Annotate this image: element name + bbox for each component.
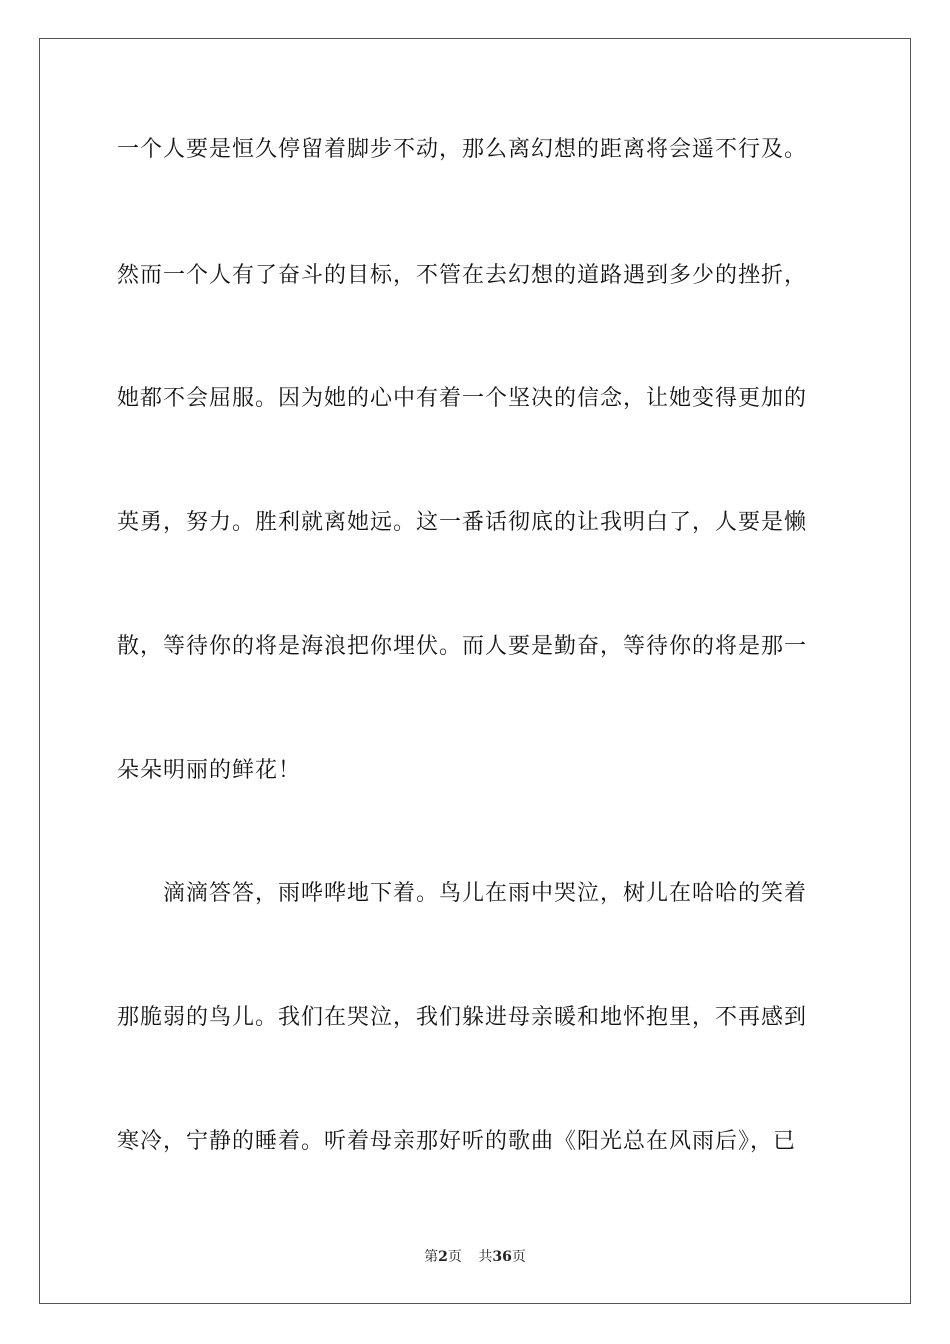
text-line: 散，等待你的将是海浪把你埋伏。而人要是勤奋，等待你的将是那一 [117, 634, 808, 659]
text-line: 滴滴答答，雨哗哗地下着。鸟儿在雨中哭泣，树儿在哈哈的笑着 [163, 881, 808, 906]
page-indicator [424, 1249, 462, 1265]
total-prefix: 共 [478, 1249, 493, 1265]
text-line: 然而一个人有了奋斗的目标，不管在去幻想的道路遇到多少的挫折， [117, 263, 808, 288]
total-suffix: 页 [511, 1249, 526, 1265]
page-suffix: 页 [447, 1249, 462, 1265]
page-border [39, 38, 911, 1304]
page-number: 2 [438, 1249, 448, 1265]
page-prefix: 第 [424, 1249, 439, 1265]
text-line: 一个人要是恒久停留着脚步不动，那么离幻想的距离将会遥不行及。 [117, 137, 808, 162]
page-footer [0, 1248, 950, 1266]
total-pages-indicator [478, 1249, 525, 1265]
total-pages: 36 [492, 1249, 512, 1265]
text-line: 朵朵明丽的鲜花！ [117, 758, 302, 783]
text-line: 寒冷，宁静的睡着。听着母亲那好听的歌曲《阳光总在风雨后》，已 [117, 1129, 797, 1154]
text-line: 英勇，努力。胜利就离她远。这一番话彻底的让我明白了，人要是懒 [117, 510, 808, 535]
text-line: 那脆弱的鸟儿。我们在哭泣，我们躲进母亲暖和地怀抱里，不再感到 [117, 1005, 808, 1030]
text-line: 她都不会屈服。因为她的心中有着一个坚决的信念，让她变得更加的 [117, 386, 808, 411]
